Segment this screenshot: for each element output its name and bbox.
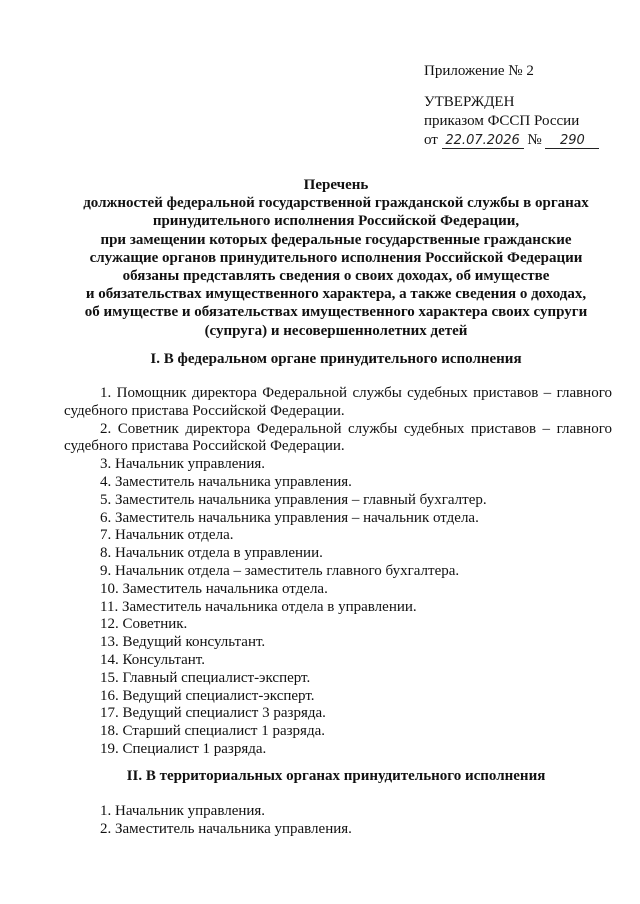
appendix-label: Приложение № 2 xyxy=(424,63,534,79)
from-label: от xyxy=(424,132,438,148)
title-line: и обязательствах имущественного характера, а также сведения о доходах, xyxy=(85,286,587,303)
list-item: 12. Советник. xyxy=(100,616,188,633)
list-item: 5. Заместитель начальника управления – главный бухгалтер. xyxy=(100,491,487,508)
title-line: (супруга) и несовершеннолетних детей xyxy=(204,322,468,339)
handwritten-number: 290 xyxy=(545,134,599,149)
list-item: 13. Ведущий консультант. xyxy=(100,634,266,651)
list-item-continuation: судебного пристава Российской Федерации. xyxy=(64,402,345,419)
title-line: Перечень xyxy=(303,177,369,193)
section-heading: II. В территориальных органах принудительного исполнения xyxy=(126,768,546,784)
list-item: 16. Ведущий специалист-эксперт. xyxy=(100,687,315,704)
list-item: 17. Ведущий специалист 3 разряда. xyxy=(100,705,326,722)
list-item: 15. Главный специалист-эксперт. xyxy=(100,669,311,686)
list-item: 10. Заместитель начальника отдела. xyxy=(100,580,328,597)
list-item: 2. Заместитель начальника управления. xyxy=(100,820,352,837)
document-title xyxy=(60,176,612,340)
section-heading: I. В федеральном органе принудительного исполнения xyxy=(150,351,522,367)
list-item-continuation: судебного пристава Российской Федерации. xyxy=(64,438,345,455)
list-item: 19. Специалист 1 разряда. xyxy=(100,740,267,757)
title-line: обязаны представлять сведения о своих доходах, об имуществе xyxy=(122,268,550,285)
order-date-line xyxy=(424,131,599,150)
title-line: должностей федеральной государственной гражданской службы в органах xyxy=(83,195,589,212)
list-item: 11. Заместитель начальника отдела в управлении. xyxy=(100,598,417,615)
list-item: 8. Начальник отдела в управлении. xyxy=(100,545,323,562)
list-item: 2. Советник директора Федеральной службы судебных приставов – главного xyxy=(100,420,612,437)
handwritten-date: 22.07.2026 xyxy=(442,134,524,149)
title-line: принудительного исполнения Российской Федерации, xyxy=(152,213,520,230)
title-line: об имуществе и обязательствах имущественного характера своих супруги xyxy=(84,304,588,321)
list-item: 1. Помощник директора Федеральной службы судебных приставов – главного xyxy=(100,385,612,401)
list-item: 9. Начальник отдела – заместитель главного бухгалтера. xyxy=(100,562,460,579)
position-list xyxy=(64,385,612,759)
list-item: 4. Заместитель начальника управления. xyxy=(100,473,352,490)
list-item: 18. Старший специалист 1 разряда. xyxy=(100,723,325,740)
position-list xyxy=(64,803,612,839)
approved-label: УТВЕРЖДЕН xyxy=(424,94,515,110)
list-item: 3. Начальник управления. xyxy=(100,456,266,473)
approval-stamp xyxy=(424,93,599,150)
list-item: 6. Заместитель начальника управления – начальник отдела. xyxy=(100,509,479,526)
title-line: служащие органов принудительного исполнения Российской Федерации xyxy=(89,249,583,266)
number-label: № xyxy=(527,132,542,148)
list-item: 14. Консультант. xyxy=(100,651,205,668)
list-item: 7. Начальник отдела. xyxy=(100,527,234,544)
order-by-label: приказом ФССП России xyxy=(424,113,580,129)
list-item: 1. Начальник управления. xyxy=(100,803,266,819)
title-line: при замещении которых федеральные государственные гражданские xyxy=(100,231,572,248)
